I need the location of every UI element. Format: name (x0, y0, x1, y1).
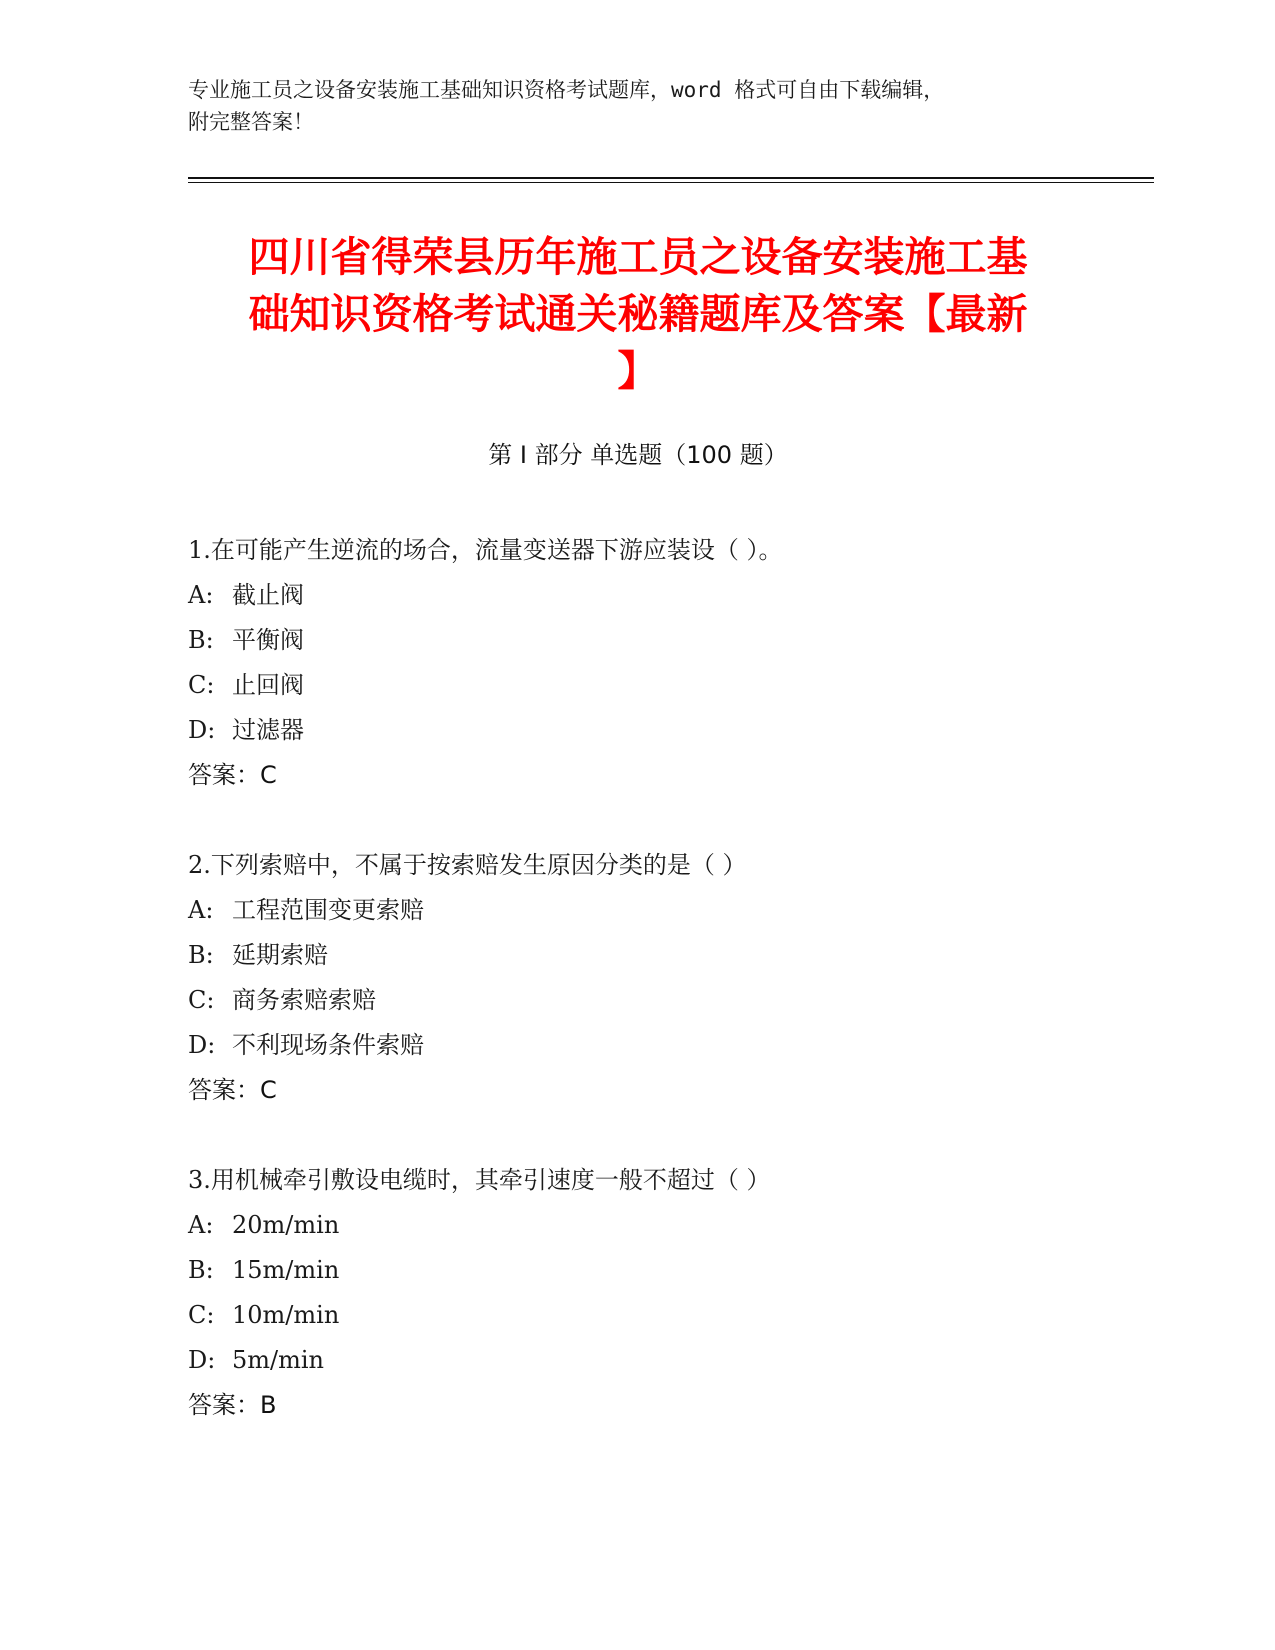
option-d (188, 1023, 1148, 1068)
option-letter: B: (188, 941, 214, 969)
option-c (188, 663, 1148, 708)
option-letter: A: (188, 1211, 214, 1239)
question-text: 1.在可能产生逆流的场合，流量变送器下游应装设（ ）。 (188, 536, 783, 564)
answer-text: 答案：C (188, 1076, 277, 1104)
section-heading: 第 I 部分 单选题（100 题） (488, 441, 788, 469)
header-divider-thick (188, 177, 1154, 179)
question-text: 2.下列索赔中，不属于按索赔发生原因分类的是（ ） (188, 851, 747, 879)
question-text: 3.用机械牵引敷设电缆时，其牵引速度一般不超过（ ） (188, 1166, 771, 1194)
option-c (188, 1293, 1148, 1338)
document-title (188, 229, 1088, 400)
option-text: 商务索赔索赔 (232, 986, 376, 1014)
option-d (188, 708, 1148, 753)
question-2 (188, 843, 1148, 1113)
option-text: 平衡阀 (232, 626, 304, 654)
option-text: 20m/min (232, 1211, 340, 1239)
option-letter: A: (188, 581, 214, 609)
option-text: 延期索赔 (232, 941, 328, 969)
header-divider-thin (188, 182, 1154, 183)
option-letter: C: (188, 1301, 215, 1329)
option-letter: D: (188, 716, 216, 744)
option-text: 10m/min (232, 1301, 340, 1329)
option-c (188, 978, 1148, 1023)
title-line-3: 】 (617, 347, 659, 395)
option-letter: C: (188, 671, 215, 699)
intro-line-1: 专业施工员之设备安装施工基础知识资格考试题库，word 格式可自由下载编辑， (188, 78, 945, 102)
option-text: 不利现场条件索赔 (232, 1031, 424, 1059)
option-letter: D: (188, 1346, 216, 1374)
option-letter: A: (188, 896, 214, 924)
question-1 (188, 528, 1148, 798)
option-b (188, 933, 1148, 978)
intro-line-2: 附完整答案！ (188, 110, 314, 134)
title-line-1: 四川省得荣县历年施工员之设备安装施工基 (248, 233, 1028, 281)
answer-text: 答案：C (188, 761, 277, 789)
option-a (188, 888, 1148, 933)
option-letter: C: (188, 986, 215, 1014)
option-text: 工程范围变更索赔 (232, 896, 424, 924)
option-a (188, 1203, 1148, 1248)
option-a (188, 573, 1148, 618)
question-spacer (188, 798, 1148, 843)
option-text: 15m/min (232, 1256, 340, 1284)
option-b (188, 618, 1148, 663)
option-letter: B: (188, 1256, 214, 1284)
option-text: 止回阀 (232, 671, 304, 699)
answer-text: 答案：B (188, 1391, 277, 1419)
question-list (188, 528, 1148, 1428)
intro-text (188, 74, 1088, 138)
option-letter: B: (188, 626, 214, 654)
question-3 (188, 1158, 1148, 1428)
option-text: 截止阀 (232, 581, 304, 609)
option-text: 5m/min (232, 1346, 325, 1374)
question-spacer (188, 1113, 1148, 1158)
title-line-2: 础知识资格考试通关秘籍题库及答案【最新 (248, 290, 1028, 338)
option-b (188, 1248, 1148, 1293)
option-letter: D: (188, 1031, 216, 1059)
option-d (188, 1338, 1148, 1383)
option-text: 过滤器 (232, 716, 304, 744)
